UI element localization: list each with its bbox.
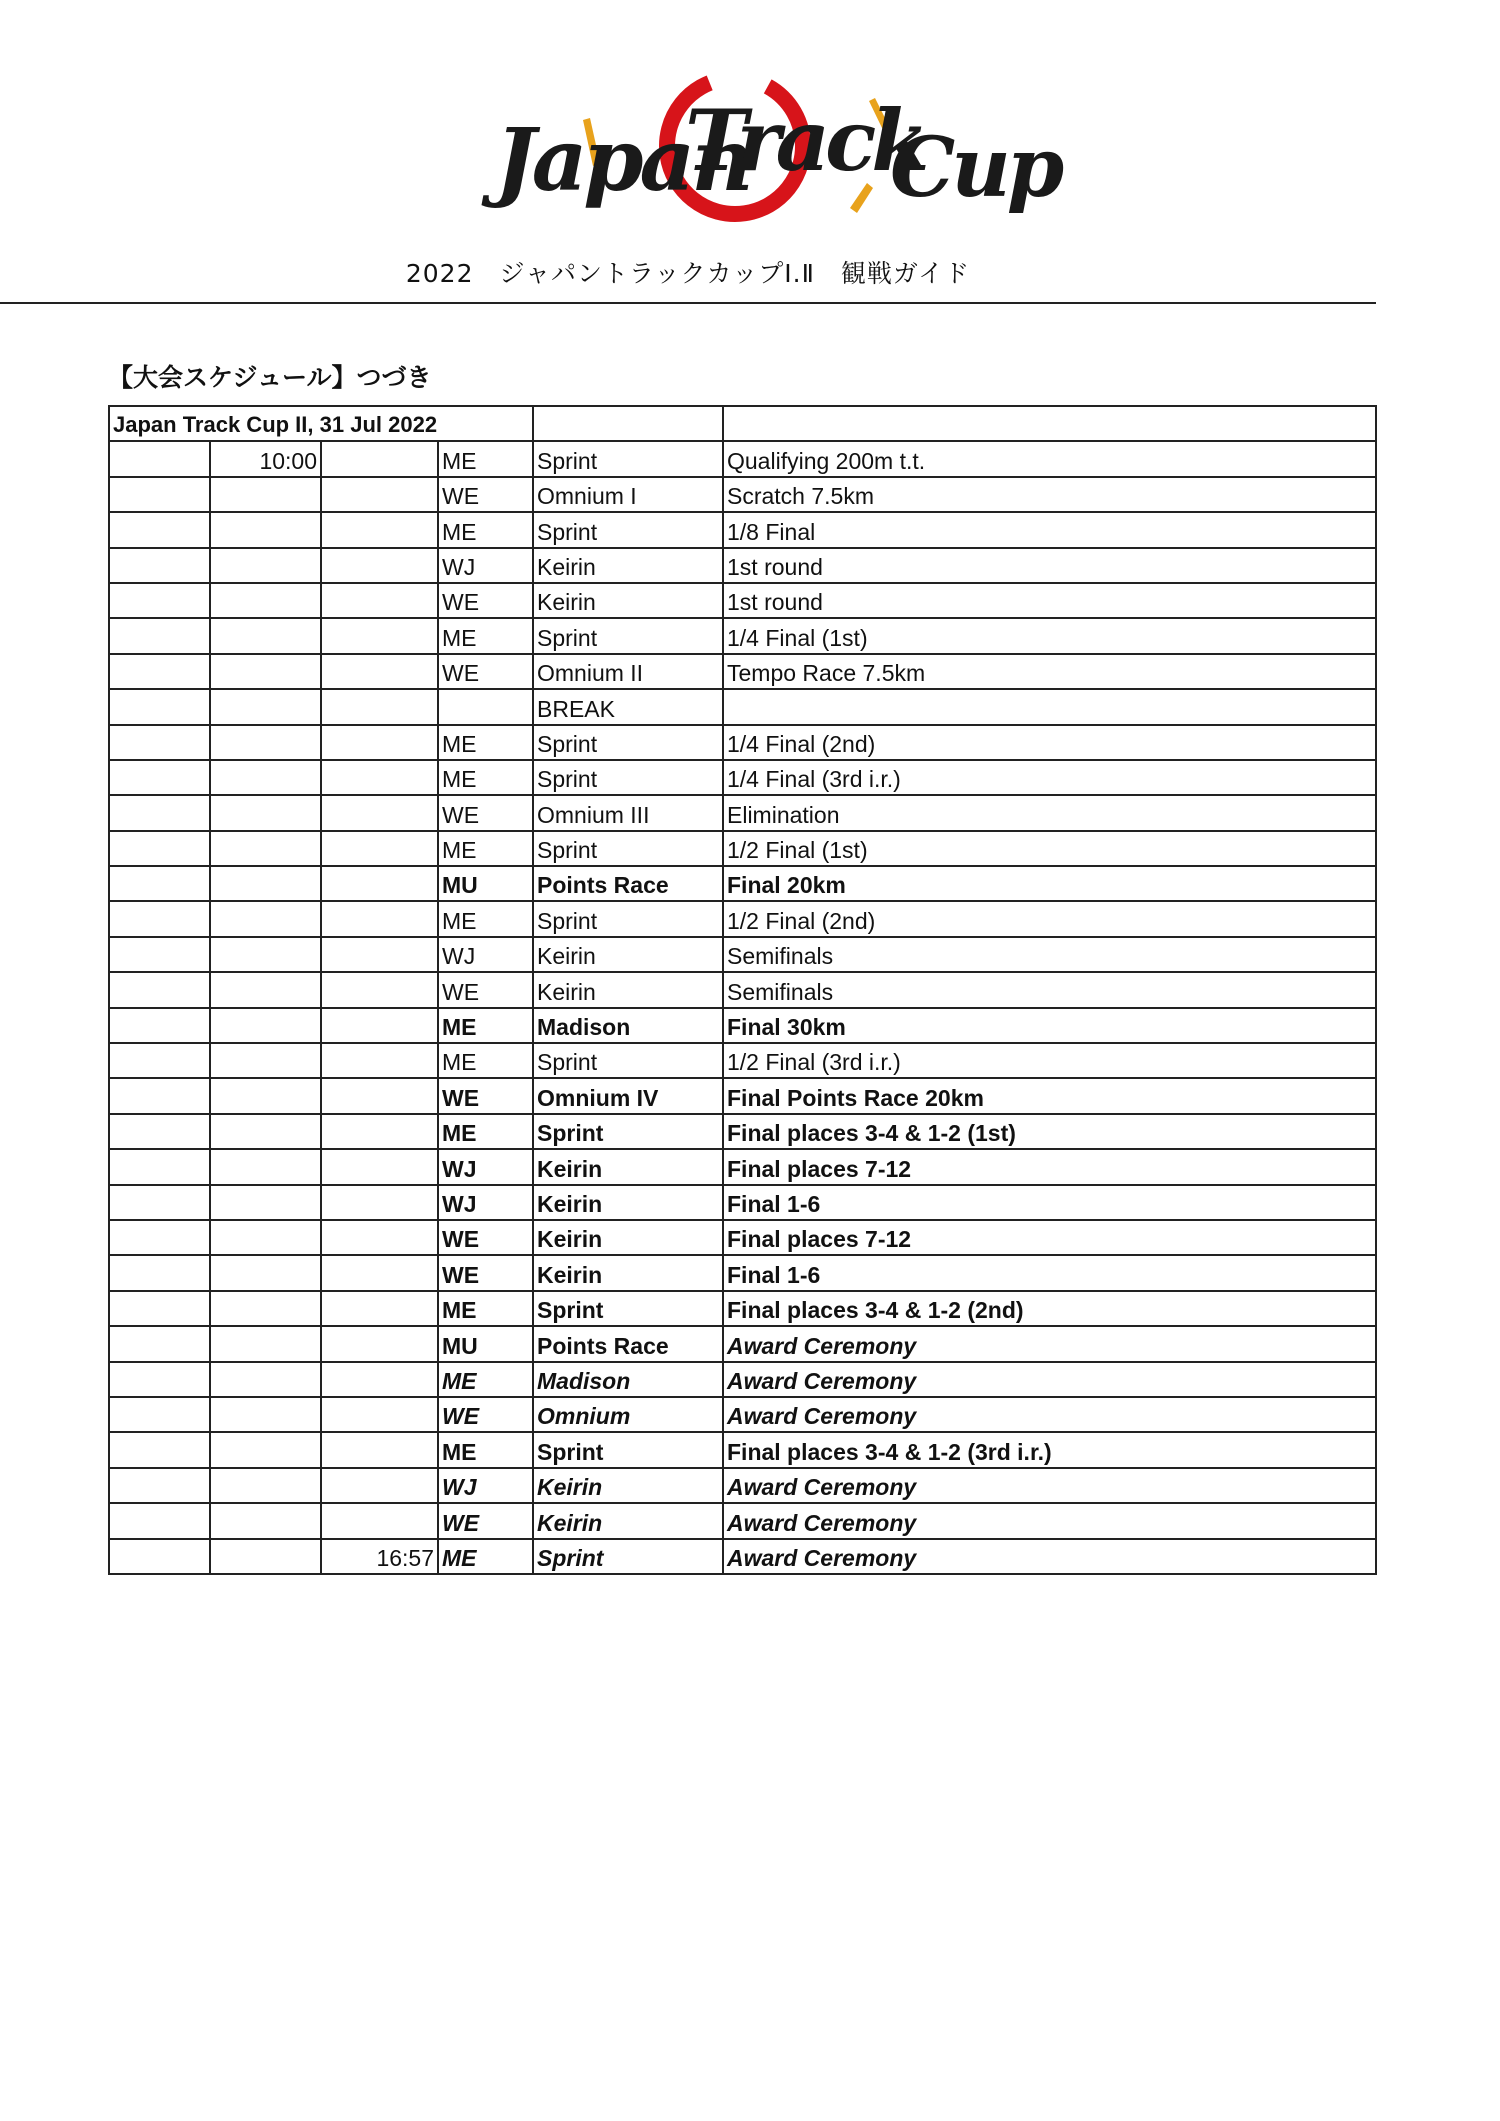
category-cell: ME [438,618,533,653]
round-cell: Final 20km [723,866,1376,901]
table-row [109,477,1376,512]
category-cell: WJ [438,937,533,972]
category-cell: ME [438,1114,533,1149]
event-cell: Madison [533,1008,723,1043]
start-time-cell [210,1503,321,1538]
round-cell: 1/2 Final (2nd) [723,901,1376,936]
end-time-cell [321,1078,438,1113]
table-row [109,1326,1376,1361]
start-time-cell [210,725,321,760]
blank-cell [109,795,210,830]
blank-cell [109,512,210,547]
start-time-cell [210,1432,321,1467]
event-cell: Omnium IV [533,1078,723,1113]
event-cell: Keirin [533,1255,723,1290]
blank-cell [109,1008,210,1043]
end-time-cell: 16:57 [321,1539,438,1574]
event-cell: Omnium III [533,795,723,830]
blank-cell [109,1220,210,1255]
end-time-cell [321,1220,438,1255]
table-row [109,760,1376,795]
table-row [109,1503,1376,1538]
table-row [109,1043,1376,1078]
section-heading: 【大会スケジュール】つづき [108,363,432,392]
round-cell: Qualifying 200m t.t. [723,441,1376,476]
blank-cell [109,1539,210,1574]
category-cell: ME [438,1291,533,1326]
header-divider [0,302,1376,304]
blank-cell [109,654,210,689]
header-blank-cell [723,406,1376,441]
round-cell: Semifinals [723,937,1376,972]
round-cell: Award Ceremony [723,1503,1376,1538]
blank-cell [109,1255,210,1290]
round-cell: Award Ceremony [723,1468,1376,1503]
blank-cell [109,937,210,972]
category-cell: WJ [438,1468,533,1503]
table-row [109,1185,1376,1220]
end-time-cell [321,901,438,936]
round-cell: Award Ceremony [723,1539,1376,1574]
table-title: Japan Track Cup II, 31 Jul 2022 [109,406,533,441]
round-cell: 1/2 Final (3rd i.r.) [723,1043,1376,1078]
round-cell: 1st round [723,583,1376,618]
end-time-cell [321,972,438,1007]
svg-text:Japan: Japan [495,110,750,211]
start-time-cell [210,1468,321,1503]
start-time-cell [210,1397,321,1432]
end-time-cell [321,689,438,724]
event-cell: Keirin [533,1185,723,1220]
category-cell: WE [438,477,533,512]
category-cell: MU [438,1326,533,1361]
end-time-cell [321,654,438,689]
table-row [109,1255,1376,1290]
blank-cell [109,1078,210,1113]
svg-text:Cup: Cup [890,120,1061,216]
event-cell: Sprint [533,1043,723,1078]
category-cell: ME [438,1539,533,1574]
end-time-cell [321,1397,438,1432]
table-row [109,654,1376,689]
schedule-table [108,405,1377,1575]
table-row [109,1114,1376,1149]
end-time-cell [321,1255,438,1290]
start-time-cell [210,512,321,547]
event-cell: Omnium II [533,654,723,689]
table-row [109,1362,1376,1397]
table-row [109,866,1376,901]
blank-cell [109,760,210,795]
event-cell: Sprint [533,831,723,866]
category-cell: WE [438,1255,533,1290]
category-cell: WE [438,795,533,830]
blank-cell [109,1326,210,1361]
blank-cell [109,689,210,724]
event-cell: Keirin [533,583,723,618]
end-time-cell [321,1326,438,1361]
event-cell: Keirin [533,937,723,972]
table-row [109,583,1376,618]
category-cell: ME [438,1043,533,1078]
round-cell: Final places 7-12 [723,1220,1376,1255]
round-cell: Final 30km [723,1008,1376,1043]
table-row [109,512,1376,547]
end-time-cell [321,831,438,866]
category-cell: WE [438,654,533,689]
round-cell: Final places 3-4 & 1-2 (2nd) [723,1291,1376,1326]
round-cell: 1/4 Final (1st) [723,618,1376,653]
end-time-cell [321,1503,438,1538]
event-cell: Sprint [533,1539,723,1574]
category-cell: WE [438,1503,533,1538]
start-time-cell [210,795,321,830]
start-time-cell [210,1008,321,1043]
table-row [109,725,1376,760]
table-title-row [109,406,1376,441]
table-row [109,441,1376,476]
category-cell: ME [438,725,533,760]
start-time-cell: 10:00 [210,441,321,476]
blank-cell [109,1149,210,1184]
end-time-cell [321,512,438,547]
round-cell: Award Ceremony [723,1362,1376,1397]
blank-cell [109,866,210,901]
event-cell: Sprint [533,1432,723,1467]
round-cell: Final 1-6 [723,1185,1376,1220]
round-cell: Award Ceremony [723,1397,1376,1432]
category-cell: MU [438,866,533,901]
blank-cell [109,1468,210,1503]
category-cell: WE [438,1397,533,1432]
start-time-cell [210,1362,321,1397]
table-row [109,937,1376,972]
blank-cell [109,725,210,760]
end-time-cell [321,1291,438,1326]
round-cell [723,689,1376,724]
start-time-cell [210,1220,321,1255]
table-row [109,1078,1376,1113]
end-time-cell [321,1114,438,1149]
blank-cell [109,1362,210,1397]
event-cell: Madison [533,1362,723,1397]
end-time-cell [321,583,438,618]
start-time-cell [210,1149,321,1184]
event-cell: Sprint [533,1114,723,1149]
end-time-cell [321,937,438,972]
end-time-cell [321,795,438,830]
table-row [109,1432,1376,1467]
round-cell: Final Points Race 20km [723,1078,1376,1113]
table-row [109,1468,1376,1503]
table-row [109,1149,1376,1184]
start-time-cell [210,1114,321,1149]
event-cell: Keirin [533,972,723,1007]
blank-cell [109,618,210,653]
event-cell: Points Race [533,1326,723,1361]
start-time-cell [210,937,321,972]
guide-subtitle: 2022 ジャパントラックカップⅠ.Ⅱ 観戦ガイド [405,259,971,288]
start-time-cell [210,972,321,1007]
end-time-cell [321,1043,438,1078]
end-time-cell [321,548,438,583]
event-cell: Sprint [533,725,723,760]
event-cell: Keirin [533,1468,723,1503]
category-cell: WE [438,583,533,618]
table-row [109,689,1376,724]
blank-cell [109,972,210,1007]
blank-cell [109,1043,210,1078]
category-cell: ME [438,441,533,476]
japan-track-cup-logo [495,58,1061,238]
round-cell: 1/4 Final (2nd) [723,725,1376,760]
round-cell: 1/4 Final (3rd i.r.) [723,760,1376,795]
round-cell: 1/8 Final [723,512,1376,547]
start-time-cell [210,866,321,901]
end-time-cell [321,441,438,476]
start-time-cell [210,1043,321,1078]
category-cell [438,689,533,724]
end-time-cell [321,866,438,901]
blank-cell [109,1185,210,1220]
category-cell: ME [438,831,533,866]
category-cell: WJ [438,1149,533,1184]
blank-cell [109,901,210,936]
start-time-cell [210,618,321,653]
table-row [109,1539,1376,1574]
event-cell: Sprint [533,618,723,653]
start-time-cell [210,654,321,689]
round-cell: Final places 7-12 [723,1149,1376,1184]
round-cell: Final 1-6 [723,1255,1376,1290]
start-time-cell [210,583,321,618]
blank-cell [109,1114,210,1149]
round-cell: Tempo Race 7.5km [723,654,1376,689]
blank-cell [109,831,210,866]
end-time-cell [321,1432,438,1467]
round-cell: Scratch 7.5km [723,477,1376,512]
end-time-cell [321,725,438,760]
event-cell: Keirin [533,1220,723,1255]
start-time-cell [210,760,321,795]
blank-cell [109,1291,210,1326]
table-row [109,1291,1376,1326]
start-time-cell [210,1255,321,1290]
end-time-cell [321,1008,438,1043]
table-row [109,1220,1376,1255]
round-cell: 1st round [723,548,1376,583]
event-cell: Points Race [533,866,723,901]
blank-cell [109,583,210,618]
blank-cell [109,1397,210,1432]
round-cell: Award Ceremony [723,1326,1376,1361]
event-cell: Omnium I [533,477,723,512]
round-cell: Elimination [723,795,1376,830]
table-row [109,831,1376,866]
category-cell: WJ [438,548,533,583]
category-cell: WE [438,972,533,1007]
end-time-cell [321,1362,438,1397]
table-row [109,1008,1376,1043]
round-cell: 1/2 Final (1st) [723,831,1376,866]
round-cell: Final places 3-4 & 1-2 (3rd i.r.) [723,1432,1376,1467]
category-cell: ME [438,760,533,795]
event-cell: Omnium [533,1397,723,1432]
end-time-cell [321,618,438,653]
start-time-cell [210,1539,321,1574]
end-time-cell [321,1468,438,1503]
event-cell: Sprint [533,441,723,476]
start-time-cell [210,689,321,724]
event-cell: Sprint [533,760,723,795]
blank-cell [109,548,210,583]
category-cell: WE [438,1078,533,1113]
category-cell: ME [438,1008,533,1043]
start-time-cell [210,548,321,583]
event-cell: Keirin [533,548,723,583]
round-cell: Semifinals [723,972,1376,1007]
end-time-cell [321,1185,438,1220]
start-time-cell [210,1291,321,1326]
event-cell: Keirin [533,1149,723,1184]
event-cell: BREAK [533,689,723,724]
blank-cell [109,1432,210,1467]
start-time-cell [210,901,321,936]
table-row [109,795,1376,830]
blank-cell [109,1503,210,1538]
round-cell: Final places 3-4 & 1-2 (1st) [723,1114,1376,1149]
start-time-cell [210,1185,321,1220]
end-time-cell [321,760,438,795]
category-cell: WJ [438,1185,533,1220]
start-time-cell [210,1326,321,1361]
table-row [109,972,1376,1007]
category-cell: ME [438,512,533,547]
start-time-cell [210,831,321,866]
table-row [109,901,1376,936]
category-cell: ME [438,1362,533,1397]
table-row [109,548,1376,583]
table-row [109,1397,1376,1432]
event-cell: Sprint [533,512,723,547]
blank-cell [109,477,210,512]
svg-text:Track: Track [685,91,925,190]
event-cell: Sprint [533,901,723,936]
category-cell: WE [438,1220,533,1255]
end-time-cell [321,477,438,512]
event-cell: Sprint [533,1291,723,1326]
start-time-cell [210,1078,321,1113]
blank-cell [109,441,210,476]
event-cell: Keirin [533,1503,723,1538]
end-time-cell [321,1149,438,1184]
table-row [109,618,1376,653]
category-cell: ME [438,901,533,936]
header-blank-cell [533,406,723,441]
category-cell: ME [438,1432,533,1467]
start-time-cell [210,477,321,512]
